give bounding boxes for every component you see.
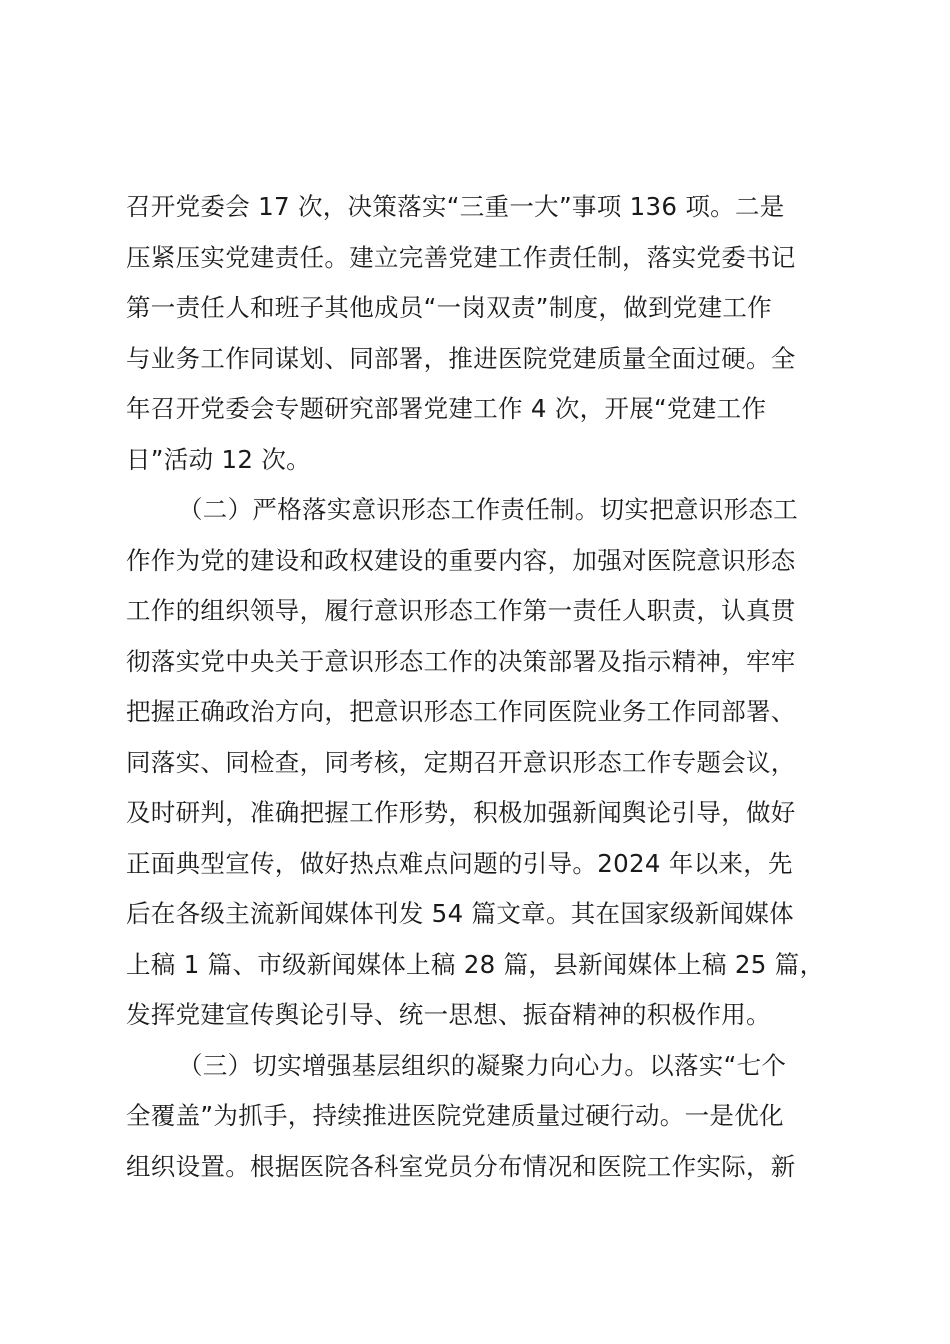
section-heading-line: （二）严格落实意识形态工作责任制。切实把意识形态工: [178, 495, 798, 524]
text-line: 组织设置。根据医院各科室党员分布情况和医院工作实际，新: [126, 1151, 796, 1181]
text-line: 上稿 1 篇、市级新闻媒体上稿 28 篇，县新闻媒体上稿 25 篇，: [126, 949, 825, 979]
text-line: 召开党委会 17 次，决策落实“三重一大”事项 136 项。二是: [126, 192, 785, 221]
text-line: 彻落实党中央关于意识形态工作的决策部署及指示精神，牢牢: [126, 646, 796, 676]
text-line: 日”活动 12 次。: [126, 444, 311, 474]
text-line: 发挥党建宣传舆论引导、统一思想、振奋精神的积极作用。: [126, 1000, 771, 1029]
text-line: 作作为党的建设和政权建设的重要内容，加强对医院意识形态: [126, 545, 796, 575]
text-line: 同落实、同检查，同考核，定期召开意识形态工作专题会议，: [126, 747, 796, 777]
text-line: 全覆盖”为抓手，持续推进医院党建质量过硬行动。一是优化: [126, 1101, 784, 1130]
text-line: 与业务工作同谋划、同部署，推进医院党建质量全面过硬。全: [126, 343, 796, 373]
text-line: 压紧压实党建责任。建立完善党建工作责任制，落实党委书记: [126, 242, 796, 272]
body-text: [126, 182, 836, 1192]
text-line: 年召开党委会专题研究部署党建工作 4 次，开展“党建工作: [126, 394, 767, 423]
text-line: 正面典型宣传，做好热点难点问题的引导。2024 年以来，先: [126, 848, 793, 878]
text-line: 把握正确政治方向，把意识形态工作同医院业务工作同部署、: [126, 697, 796, 726]
text-line: 第一责任人和班子其他成员“一岗双责”制度，做到党建工作: [126, 293, 772, 322]
text-line: 后在各级主流新闻媒体刊发 54 篇文章。其在国家级新闻媒体: [126, 899, 794, 928]
section-heading-line: （三）切实增强基层组织的凝聚力向心力。以落实“七个: [178, 1050, 787, 1080]
text-line: 及时研判，准确把握工作形势，积极加强新闻舆论引导，做好: [126, 798, 796, 827]
text-line: 工作的组织领导，履行意识形态工作第一责任人职责，认真贯: [126, 596, 796, 625]
